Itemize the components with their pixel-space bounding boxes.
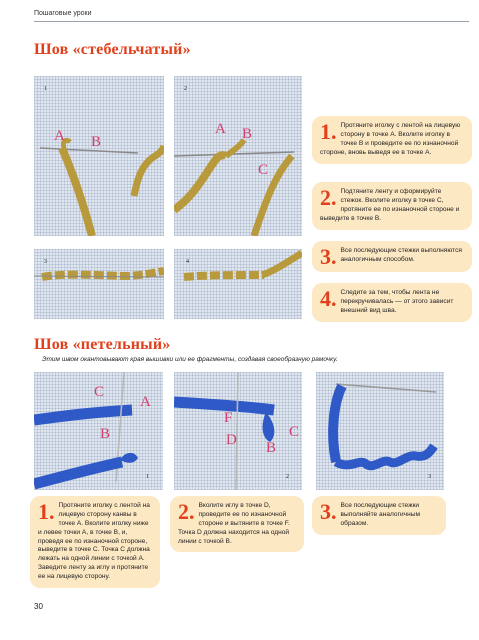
point-label-a: A — [54, 128, 65, 144]
step-text: Протяните иголку с лентой на лицевую сторону канвы в точке А. Вколите иголку ниже и левее точки А, в точке В, и, проведя ее по изнаночной стороне, выведите в точке С. Точка С должна лежать на одной линии с точкой А. Заведите ленту за иглу и протяните ее на лицевую сторону. — [38, 502, 150, 581]
ribbon-needle-illustration — [174, 76, 302, 236]
running-header: Пошаговые уроки — [34, 10, 92, 17]
point-label-f: F — [224, 410, 233, 426]
step-text: Все последующие стежки выполняются аналогичным способом. — [340, 247, 462, 263]
step-photo-4 — [174, 249, 302, 319]
blue-ribbon-illustration — [174, 372, 302, 490]
section-title-blanket-stitch: Шов «петельный» — [34, 336, 171, 353]
section-intro: Этим швом окантовывают края вышивки или ее фрагменты, создавая своеобразную рамочку. — [42, 356, 338, 363]
stem-stitch-result — [34, 249, 164, 319]
section-title-stem-stitch: Шов «стебельчатый» — [34, 41, 191, 58]
step-text: Следите за тем, чтобы лента не перекручивалась — от этого зависит внешний вид шва. — [340, 289, 454, 314]
step-number: 3. — [320, 499, 337, 524]
photo-number: 2 — [286, 474, 289, 480]
photo-number: 3 — [428, 474, 431, 480]
photo-number: 2 — [184, 86, 187, 92]
point-label-a: A — [215, 121, 226, 137]
blanket-step-photo-1 — [34, 372, 163, 490]
blanket-step-photo-3 — [316, 372, 444, 490]
step-number: 3. — [320, 244, 337, 269]
blanket-step-callout-3 — [312, 496, 446, 535]
point-label-c: C — [94, 384, 105, 400]
point-label-a: A — [140, 394, 151, 410]
step-callout-1 — [312, 116, 472, 164]
step-number: 1. — [320, 119, 337, 144]
blanket-step-photo-2 — [174, 372, 302, 490]
point-label-c: C — [289, 424, 300, 440]
photo-number: 1 — [146, 474, 149, 480]
point-label-b: B — [91, 134, 102, 150]
point-label-d: D — [226, 432, 237, 448]
step-photo-3 — [34, 249, 164, 319]
step-text: Подтяните ленту и сформируйте стежок. Вколите иголку в точке С, протяните ее по изнаночной стороне и выведите в точке В. — [320, 188, 460, 222]
step-photo-2 — [174, 76, 302, 236]
step-number: 2. — [178, 499, 195, 524]
header-rule — [34, 21, 469, 22]
step-number: 2. — [320, 185, 337, 210]
page-number: 30 — [34, 602, 43, 611]
step-photo-1 — [34, 76, 164, 236]
step-number: 1. — [38, 499, 55, 524]
step-text: Вколите иглу в точке D, проведите ее по изнаночной стороне и вытяните в точке F. Точка D должна находится на одной линии с точкой В. — [178, 502, 290, 545]
step-callout-2 — [312, 182, 472, 230]
photo-number: 3 — [44, 259, 47, 265]
photo-number: 1 — [44, 86, 47, 92]
ribbon-needle-illustration — [34, 76, 164, 236]
step-text: Протяните иголку с лентой на лицевую сторону в точке А. Вколите иголку в точке В и проведите ее по изнаночной стороне, вновь выведя ее в точке А. — [320, 122, 461, 156]
blanket-step-callout-2 — [170, 496, 304, 552]
step-number: 4. — [320, 286, 337, 311]
photo-number: 4 — [186, 259, 189, 265]
step-text: Все последующие стежки выполняйте аналогичным образом. — [340, 502, 421, 527]
stem-stitch-result — [174, 249, 302, 319]
step-callout-3 — [312, 241, 472, 272]
point-label-b: B — [266, 440, 277, 456]
point-label-c: C — [258, 162, 269, 178]
blanket-step-callout-1 — [30, 496, 160, 588]
step-callout-4 — [312, 283, 472, 322]
point-label-b: B — [100, 426, 111, 442]
blue-ribbon-illustration — [316, 372, 444, 490]
point-label-b: B — [242, 126, 253, 142]
